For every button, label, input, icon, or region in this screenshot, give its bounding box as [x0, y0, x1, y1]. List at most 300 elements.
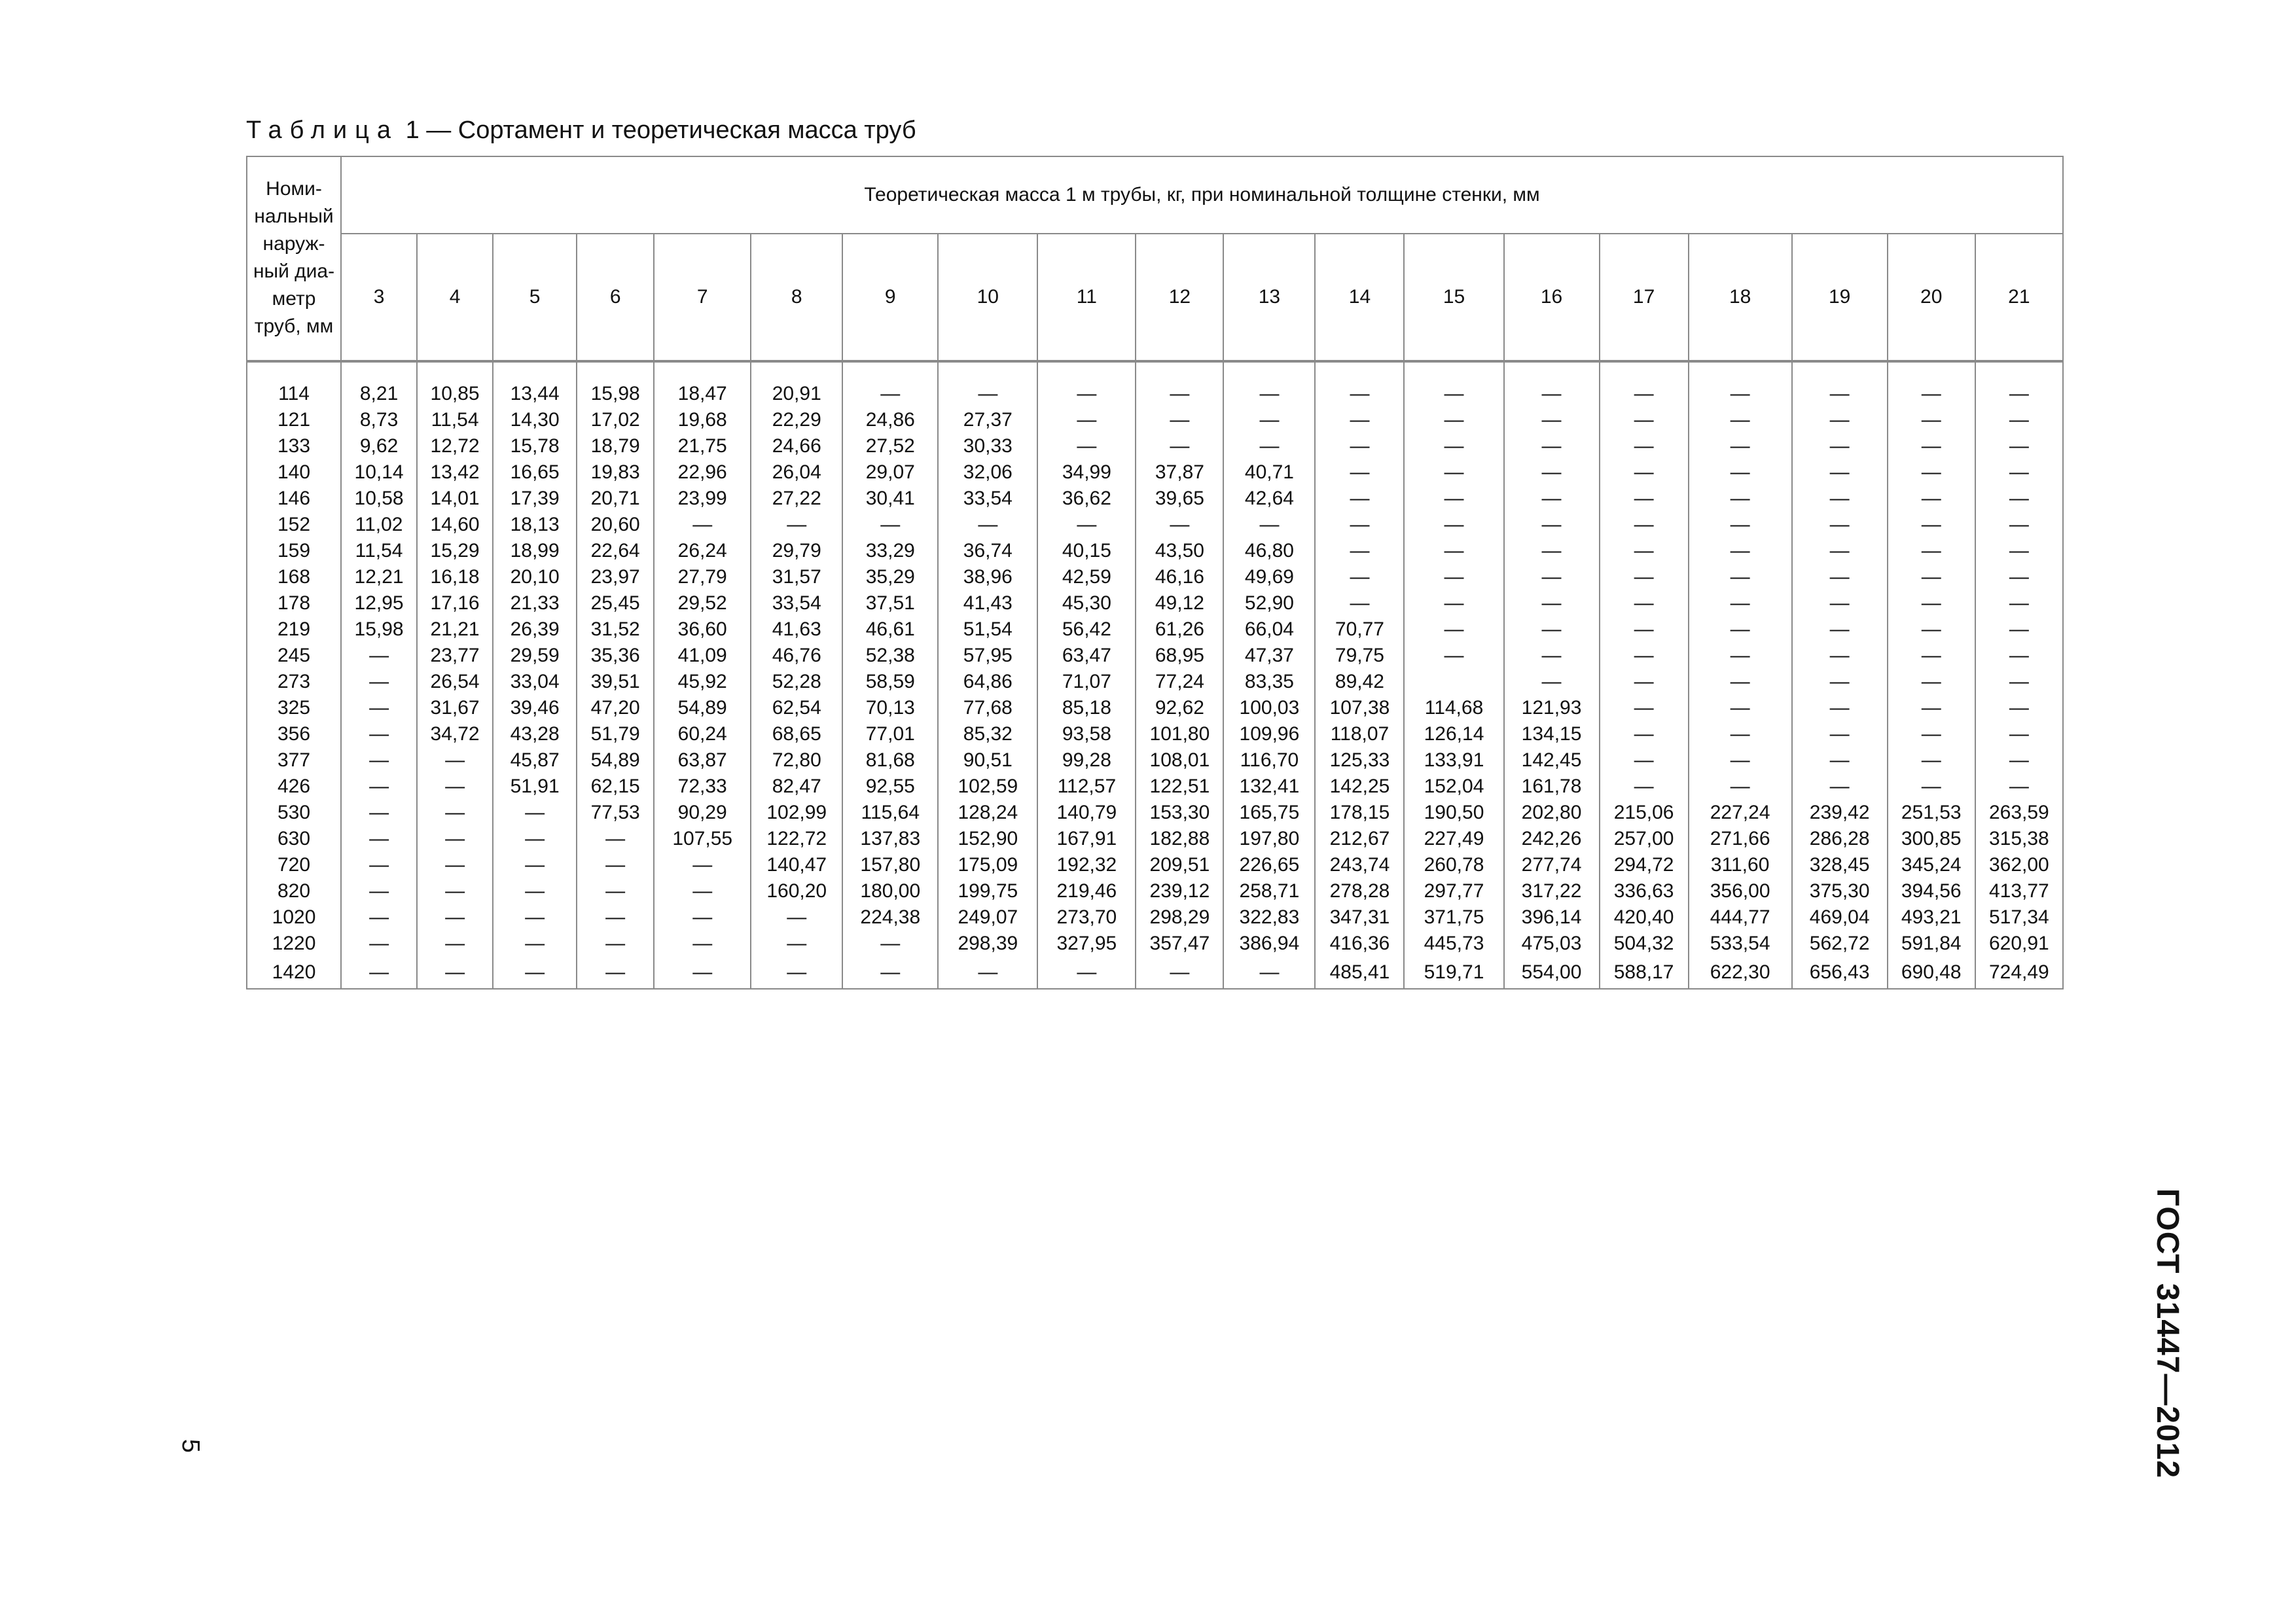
- mass-cell: 16,65: [493, 459, 577, 486]
- diameter-cell: 630: [247, 826, 341, 852]
- mass-cell: —: [1504, 643, 1600, 669]
- mass-cell: —: [1888, 721, 1975, 747]
- mass-cell: —: [1600, 590, 1689, 616]
- table-row: [247, 747, 2063, 774]
- mass-cell: 35,29: [842, 564, 938, 590]
- mass-cell: —: [1689, 590, 1792, 616]
- mass-cell: —: [1600, 774, 1689, 800]
- diameter-cell: 1420: [247, 957, 341, 989]
- mass-cell: 20,91: [751, 381, 842, 407]
- mass-cell: —: [341, 904, 417, 931]
- mass-cell: —: [1888, 433, 1975, 459]
- diameter-header-line: нальный: [254, 205, 334, 227]
- spacer-cell: [1975, 361, 2063, 381]
- mass-cell: —: [1792, 512, 1888, 538]
- thickness-header: 9: [842, 234, 938, 361]
- mass-cell: 34,72: [417, 721, 493, 747]
- mass-cell: —: [1404, 381, 1503, 407]
- mass-cell: —: [417, 800, 493, 826]
- mass-cell: —: [1888, 381, 1975, 407]
- table-caption: [246, 116, 916, 145]
- mass-cell: —: [577, 904, 654, 931]
- mass-cell: —: [1792, 747, 1888, 774]
- mass-cell: 15,98: [577, 381, 654, 407]
- thickness-header: 4: [417, 234, 493, 361]
- mass-cell: —: [1037, 957, 1136, 989]
- mass-cell: 504,32: [1600, 931, 1689, 957]
- mass-cell: —: [751, 957, 842, 989]
- thickness-header: 13: [1223, 234, 1315, 361]
- mass-cell: 45,87: [493, 747, 577, 774]
- thickness-header: 20: [1888, 234, 1975, 361]
- mass-cell: —: [341, 852, 417, 878]
- diameter-cell: 121: [247, 407, 341, 433]
- table-row: [247, 538, 2063, 564]
- mass-cell: 140,47: [751, 852, 842, 878]
- thickness-header: 21: [1975, 234, 2063, 361]
- thickness-header: 14: [1315, 234, 1404, 361]
- mass-cell: —: [341, 957, 417, 989]
- page-number: 5: [177, 1438, 205, 1454]
- mass-cell: 36,60: [654, 616, 751, 643]
- mass-cell: —: [1223, 957, 1315, 989]
- spacer-cell: [751, 361, 842, 381]
- mass-cell: —: [1888, 407, 1975, 433]
- mass-cell: 15,29: [417, 538, 493, 564]
- table-caption-label: Таблица: [246, 116, 399, 144]
- mass-cell: —: [341, 774, 417, 800]
- mass-cell: 118,07: [1315, 721, 1404, 747]
- spacer-cell: [493, 361, 577, 381]
- mass-cell: 23,99: [654, 486, 751, 512]
- mass-cell: 22,64: [577, 538, 654, 564]
- mass-cell: —: [1600, 695, 1689, 721]
- mass-cell: —: [1136, 957, 1223, 989]
- mass-cell: —: [341, 643, 417, 669]
- mass-cell: —: [1404, 433, 1503, 459]
- mass-cell: 227,49: [1404, 826, 1503, 852]
- mass-cell: —: [1404, 590, 1503, 616]
- thickness-header: 5: [493, 234, 577, 361]
- mass-cell: —: [1404, 564, 1503, 590]
- mass-cell: 40,15: [1037, 538, 1136, 564]
- mass-cell: 133,91: [1404, 747, 1503, 774]
- mass-cell: 39,65: [1136, 486, 1223, 512]
- mass-cell: 62,54: [751, 695, 842, 721]
- mass-cell: 64,86: [938, 669, 1037, 695]
- spacer-cell: [1404, 361, 1503, 381]
- diameter-header-line: Номи-: [266, 178, 322, 200]
- mass-cell: —: [1504, 669, 1600, 695]
- mass-cell: 9,62: [341, 433, 417, 459]
- mass-cell: 81,68: [842, 747, 938, 774]
- mass-cell: 219,46: [1037, 878, 1136, 904]
- mass-cell: 49,69: [1223, 564, 1315, 590]
- mass-cell: 152,90: [938, 826, 1037, 852]
- diameter-cell: 1220: [247, 931, 341, 957]
- mass-cell: 690,48: [1888, 957, 1975, 989]
- diameter-cell: 168: [247, 564, 341, 590]
- mass-cell: 102,59: [938, 774, 1037, 800]
- spacer-cell: [1792, 361, 1888, 381]
- mass-cell: —: [493, 931, 577, 957]
- mass-cell: —: [1689, 774, 1792, 800]
- mass-cell: —: [417, 826, 493, 852]
- mass-cell: —: [1315, 538, 1404, 564]
- mass-cell: 24,86: [842, 407, 938, 433]
- diameter-column-header: [247, 156, 341, 361]
- mass-cell: —: [1792, 695, 1888, 721]
- mass-cell: 41,63: [751, 616, 842, 643]
- mass-cell: —: [1792, 590, 1888, 616]
- mass-cell: —: [654, 931, 751, 957]
- mass-cell: —: [1404, 407, 1503, 433]
- mass-cell: 277,74: [1504, 852, 1600, 878]
- mass-cell: 21,75: [654, 433, 751, 459]
- mass-cell: 90,51: [938, 747, 1037, 774]
- mass-cell: 239,12: [1136, 878, 1223, 904]
- mass-cell: 375,30: [1792, 878, 1888, 904]
- mass-cell: 90,29: [654, 800, 751, 826]
- mass-cell: 68,65: [751, 721, 842, 747]
- mass-cell: —: [1600, 747, 1689, 774]
- mass-cell: —: [1504, 407, 1600, 433]
- thickness-header: 12: [1136, 234, 1223, 361]
- mass-cell: —: [1975, 538, 2063, 564]
- mass-cell: 19,68: [654, 407, 751, 433]
- mass-cell: 554,00: [1504, 957, 1600, 989]
- mass-cell: 15,98: [341, 616, 417, 643]
- mass-cell: —: [1888, 538, 1975, 564]
- diameter-cell: 325: [247, 695, 341, 721]
- mass-cell: 445,73: [1404, 931, 1503, 957]
- mass-cell: 297,77: [1404, 878, 1503, 904]
- mass-cell: —: [493, 800, 577, 826]
- table-row: [247, 957, 2063, 989]
- mass-cell: —: [1792, 774, 1888, 800]
- diameter-cell: 133: [247, 433, 341, 459]
- mass-cell: —: [1600, 459, 1689, 486]
- mass-cell: —: [1504, 433, 1600, 459]
- mass-cell: 18,13: [493, 512, 577, 538]
- mass-cell: 34,99: [1037, 459, 1136, 486]
- mass-cell: —: [1792, 669, 1888, 695]
- mass-cell: 11,54: [341, 538, 417, 564]
- mass-cell: 58,59: [842, 669, 938, 695]
- diameter-cell: 140: [247, 459, 341, 486]
- mass-cell: —: [1136, 433, 1223, 459]
- mass-cell: 160,20: [751, 878, 842, 904]
- mass-cell: 199,75: [938, 878, 1037, 904]
- mass-cell: —: [654, 878, 751, 904]
- mass-cell: —: [1600, 564, 1689, 590]
- mass-cell: 8,73: [341, 407, 417, 433]
- mass-cell: 227,24: [1689, 800, 1792, 826]
- mass-cell: —: [1888, 616, 1975, 643]
- diameter-cell: 114: [247, 381, 341, 407]
- mass-cell: 300,85: [1888, 826, 1975, 852]
- mass-cell: —: [1504, 486, 1600, 512]
- mass-cell: 11,02: [341, 512, 417, 538]
- mass-cell: 533,54: [1689, 931, 1792, 957]
- mass-cell: —: [1689, 721, 1792, 747]
- mass-cell: 362,00: [1975, 852, 2063, 878]
- mass-cell: —: [1975, 407, 2063, 433]
- mass-cell: —: [1315, 486, 1404, 512]
- mass-cell: 46,16: [1136, 564, 1223, 590]
- diameter-cell: 152: [247, 512, 341, 538]
- mass-cell: 161,78: [1504, 774, 1600, 800]
- mass-cell: 142,45: [1504, 747, 1600, 774]
- table-row: [247, 407, 2063, 433]
- mass-cell: —: [493, 957, 577, 989]
- mass-cell: 197,80: [1223, 826, 1315, 852]
- mass-cell: 10,14: [341, 459, 417, 486]
- mass-cell: 519,71: [1404, 957, 1503, 989]
- mass-cell: —: [493, 878, 577, 904]
- diameter-cell: 273: [247, 669, 341, 695]
- mass-cell: 17,39: [493, 486, 577, 512]
- mass-cell: 271,66: [1689, 826, 1792, 852]
- table-row: [247, 931, 2063, 957]
- mass-cell: —: [751, 931, 842, 957]
- mass-cell: 327,95: [1037, 931, 1136, 957]
- mass-cell: 167,91: [1037, 826, 1136, 852]
- mass-cell: —: [1792, 459, 1888, 486]
- mass-cell: 92,55: [842, 774, 938, 800]
- mass-cell: 36,62: [1037, 486, 1136, 512]
- mass-cell: 21,33: [493, 590, 577, 616]
- mass-cell: 19,83: [577, 459, 654, 486]
- mass-cell: 20,60: [577, 512, 654, 538]
- mass-cell: —: [417, 957, 493, 989]
- diameter-cell: 245: [247, 643, 341, 669]
- mass-cell: —: [938, 957, 1037, 989]
- mass-cell: 249,07: [938, 904, 1037, 931]
- diameter-header-line: наруж-: [262, 233, 325, 255]
- table-row: [247, 669, 2063, 695]
- mass-cell: 242,26: [1504, 826, 1600, 852]
- mass-cell: —: [1975, 590, 2063, 616]
- mass-cell: —: [1136, 381, 1223, 407]
- mass-cell: —: [842, 957, 938, 989]
- mass-cell: 35,36: [577, 643, 654, 669]
- mass-cell: —: [493, 826, 577, 852]
- mass-cell: —: [1404, 538, 1503, 564]
- mass-cell: 56,42: [1037, 616, 1136, 643]
- mass-cell: 212,67: [1315, 826, 1404, 852]
- mass-cell: 153,30: [1136, 800, 1223, 826]
- thickness-header: 11: [1037, 234, 1136, 361]
- mass-cell: —: [1888, 669, 1975, 695]
- mass-cell: 18,79: [577, 433, 654, 459]
- mass-cell: —: [1975, 695, 2063, 721]
- mass-cell: [1404, 669, 1503, 695]
- mass-cell: 356,00: [1689, 878, 1792, 904]
- mass-cell: —: [1792, 486, 1888, 512]
- spacer-cell: [1504, 361, 1600, 381]
- mass-cell: —: [341, 747, 417, 774]
- mass-cell: —: [1504, 459, 1600, 486]
- spacer-cell: [654, 361, 751, 381]
- mass-cell: 27,79: [654, 564, 751, 590]
- spacer-cell: [1037, 361, 1136, 381]
- mass-cell: 192,32: [1037, 852, 1136, 878]
- mass-cell: 298,29: [1136, 904, 1223, 931]
- mass-cell: 13,42: [417, 459, 493, 486]
- table-row: [247, 564, 2063, 590]
- diameter-cell: 159: [247, 538, 341, 564]
- mass-cell: 122,51: [1136, 774, 1223, 800]
- thickness-header: 8: [751, 234, 842, 361]
- diameter-header-line: метр: [272, 288, 316, 310]
- mass-cell: 77,24: [1136, 669, 1223, 695]
- table-body: [247, 361, 2063, 989]
- table-row: [247, 512, 2063, 538]
- mass-cell: 114,68: [1404, 695, 1503, 721]
- mass-cell: 311,60: [1689, 852, 1792, 878]
- mass-cell: 29,59: [493, 643, 577, 669]
- mass-cell: 38,96: [938, 564, 1037, 590]
- mass-cell: —: [938, 512, 1037, 538]
- mass-cell: —: [1600, 433, 1689, 459]
- spacer-cell: [1223, 361, 1315, 381]
- mass-cell: 31,52: [577, 616, 654, 643]
- mass-cell: —: [1600, 486, 1689, 512]
- mass-cell: 132,41: [1223, 774, 1315, 800]
- mass-cell: —: [1600, 616, 1689, 643]
- mass-cell: 157,80: [842, 852, 938, 878]
- mass-cell: —: [1975, 616, 2063, 643]
- mass-cell: —: [1888, 643, 1975, 669]
- mass-cell: —: [842, 931, 938, 957]
- mass-cell: 100,03: [1223, 695, 1315, 721]
- mass-cell: —: [493, 904, 577, 931]
- mass-cell: 22,96: [654, 459, 751, 486]
- mass-cell: 10,85: [417, 381, 493, 407]
- mass-cell: 562,72: [1792, 931, 1888, 957]
- mass-cell: 14,30: [493, 407, 577, 433]
- mass-cell: 413,77: [1975, 878, 2063, 904]
- spacer-cell: [1600, 361, 1689, 381]
- mass-cell: 71,07: [1037, 669, 1136, 695]
- mass-cell: —: [1600, 643, 1689, 669]
- mass-cell: 52,28: [751, 669, 842, 695]
- mass-cell: —: [1888, 459, 1975, 486]
- mass-cell: 239,42: [1792, 800, 1888, 826]
- table-row: [247, 774, 2063, 800]
- diameter-cell: 146: [247, 486, 341, 512]
- mass-cell: 36,74: [938, 538, 1037, 564]
- spacer-cell: [1315, 361, 1404, 381]
- mass-cell: 29,52: [654, 590, 751, 616]
- mass-cell: 115,64: [842, 800, 938, 826]
- mass-cell: —: [1689, 538, 1792, 564]
- mass-cell: 21,21: [417, 616, 493, 643]
- mass-cell: —: [577, 931, 654, 957]
- mass-cell: 125,33: [1315, 747, 1404, 774]
- mass-cell: —: [1404, 512, 1503, 538]
- diameter-cell: 219: [247, 616, 341, 643]
- mass-cell: —: [1975, 433, 2063, 459]
- mass-cell: 10,58: [341, 486, 417, 512]
- mass-cell: 25,45: [577, 590, 654, 616]
- mass-cell: —: [341, 878, 417, 904]
- mass-cell: 251,53: [1888, 800, 1975, 826]
- header-row-thickness: [247, 234, 2063, 361]
- mass-cell: 61,26: [1136, 616, 1223, 643]
- mass-cell: 49,12: [1136, 590, 1223, 616]
- mass-cell: —: [1975, 669, 2063, 695]
- mass-cell: 336,63: [1600, 878, 1689, 904]
- spacer-cell: [1689, 361, 1792, 381]
- table-row: [247, 643, 2063, 669]
- table-row: [247, 826, 2063, 852]
- mass-cell: —: [417, 747, 493, 774]
- mass-cell: 243,74: [1315, 852, 1404, 878]
- mass-cell: 63,47: [1037, 643, 1136, 669]
- mass-cell: 51,91: [493, 774, 577, 800]
- mass-cell: —: [1136, 512, 1223, 538]
- mass-cell: 152,04: [1404, 774, 1503, 800]
- standard-code: ГОСТ 31447—2012: [2150, 1188, 2185, 1479]
- mass-cell: —: [1888, 747, 1975, 774]
- mass-cell: 278,28: [1315, 878, 1404, 904]
- mass-cell: 41,09: [654, 643, 751, 669]
- mass-cell: —: [1600, 721, 1689, 747]
- table-row: [247, 381, 2063, 407]
- mass-cell: 66,04: [1223, 616, 1315, 643]
- mass-cell: 54,89: [654, 695, 751, 721]
- mass-cell: 70,77: [1315, 616, 1404, 643]
- mass-cell: 328,45: [1792, 852, 1888, 878]
- mass-cell: 315,38: [1975, 826, 2063, 852]
- mass-cell: —: [1037, 433, 1136, 459]
- mass-cell: 46,80: [1223, 538, 1315, 564]
- mass-cell: 32,06: [938, 459, 1037, 486]
- spacer-cell: [341, 361, 417, 381]
- table-row: [247, 590, 2063, 616]
- mass-cell: 469,04: [1792, 904, 1888, 931]
- mass-cell: —: [1404, 616, 1503, 643]
- mass-cell: 85,18: [1037, 695, 1136, 721]
- diameter-header-line: ный диа-: [253, 260, 335, 282]
- diameter-cell: 356: [247, 721, 341, 747]
- mass-cell: —: [1037, 407, 1136, 433]
- thickness-header: 6: [577, 234, 654, 361]
- mass-cell: 30,41: [842, 486, 938, 512]
- mass-cell: 42,64: [1223, 486, 1315, 512]
- mass-cell: 39,51: [577, 669, 654, 695]
- mass-cell: —: [1136, 407, 1223, 433]
- mass-cell: 20,71: [577, 486, 654, 512]
- mass-cell: 26,24: [654, 538, 751, 564]
- mass-cell: —: [1888, 564, 1975, 590]
- mass-cell: —: [1037, 512, 1136, 538]
- mass-cell: —: [1315, 433, 1404, 459]
- mass-cell: —: [1975, 381, 2063, 407]
- mass-cell: —: [493, 852, 577, 878]
- mass-cell: —: [1689, 669, 1792, 695]
- mass-cell: 33,29: [842, 538, 938, 564]
- mass-cell: 40,71: [1223, 459, 1315, 486]
- mass-cell: —: [1975, 486, 2063, 512]
- spacer-cell: [938, 361, 1037, 381]
- mass-cell: —: [1975, 512, 2063, 538]
- mass-cell: 357,47: [1136, 931, 1223, 957]
- mass-cell: —: [1975, 643, 2063, 669]
- mass-cell: —: [1888, 590, 1975, 616]
